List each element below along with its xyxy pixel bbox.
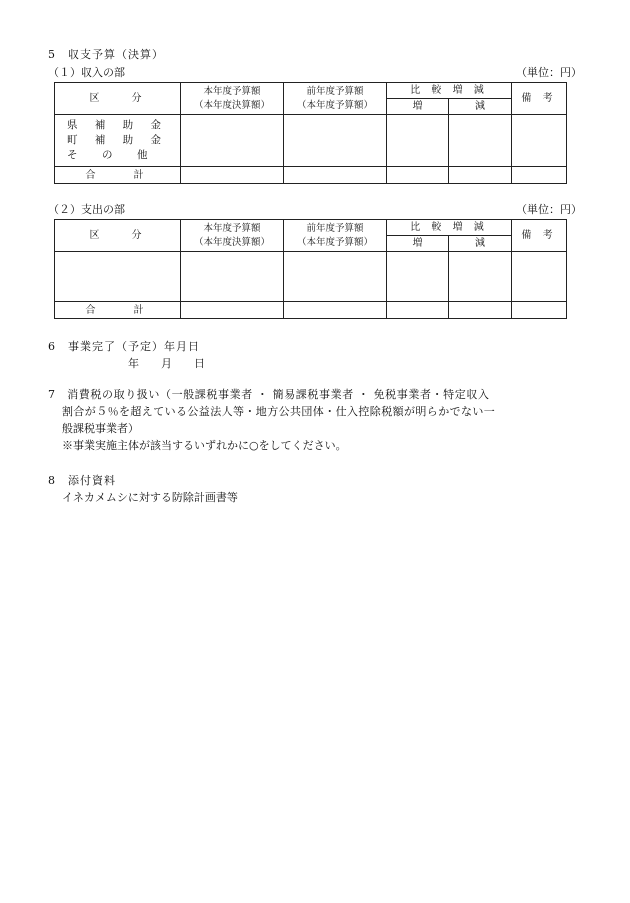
income-total-current[interactable] xyxy=(181,167,284,184)
expense-unit: （単位：円） xyxy=(516,203,582,216)
section-8-title: 8 添付資料 xyxy=(48,474,116,487)
income-header-current xyxy=(181,83,284,115)
income-total-label: 合 計 xyxy=(55,167,181,184)
expense-header-previous-line1: 前年度予算額 xyxy=(306,222,364,234)
expense-increase-cell[interactable] xyxy=(387,252,449,302)
expense-current-cell[interactable] xyxy=(181,252,284,302)
income-current-cell[interactable] xyxy=(181,115,284,167)
income-item-other: そ の 他 xyxy=(67,149,155,161)
income-header-previous xyxy=(284,83,387,115)
income-header-previous-line2: （本年度予算額） xyxy=(296,99,373,111)
income-header-current-line2: （本年度決算額） xyxy=(193,99,270,111)
expense-header-current-line1: 本年度予算額 xyxy=(203,222,261,234)
income-header-category: 区 分 xyxy=(55,83,181,115)
section-7-title: 7 消費税の取り扱い（一般課税事業者 ・ 簡易課税事業者 ・ 免税事業者・特定収入 xyxy=(48,388,490,401)
expense-total-decrease[interactable] xyxy=(449,302,512,319)
income-header-decrease: 減 xyxy=(449,99,512,115)
expense-header-decrease: 減 xyxy=(449,236,512,252)
income-remarks-cell[interactable] xyxy=(512,115,567,167)
income-total-remarks[interactable] xyxy=(512,167,567,184)
expense-header-current-line2: （本年度決算額） xyxy=(193,236,270,248)
expense-header-current xyxy=(181,220,284,252)
expense-items-cell[interactable] xyxy=(55,252,181,302)
expense-title: （２）支出の部 xyxy=(48,203,125,216)
expense-header-previous-line2: （本年度予算額） xyxy=(296,236,373,248)
expense-table xyxy=(54,219,567,319)
income-total-increase[interactable] xyxy=(387,167,449,184)
income-total-previous[interactable] xyxy=(284,167,387,184)
income-header-increase: 増 xyxy=(387,99,449,115)
income-title: （１）収入の部 xyxy=(48,66,125,79)
attachments: イネカメムシに対する防除計画書等 xyxy=(62,491,238,504)
income-header-remarks: 備 考 xyxy=(512,83,567,115)
section-7-note: ※事業実施主体が該当するいずれかに○をしてください。 xyxy=(62,439,347,452)
income-increase-cell[interactable] xyxy=(387,115,449,167)
income-total-decrease[interactable] xyxy=(449,167,512,184)
income-header-current-line1: 本年度予算額 xyxy=(203,85,261,97)
expense-total-previous[interactable] xyxy=(284,302,387,319)
income-header-previous-line1: 前年度予算額 xyxy=(306,85,364,97)
expense-header-previous xyxy=(284,220,387,252)
expense-header-increase: 増 xyxy=(387,236,449,252)
completion-date: 年 月 日 xyxy=(128,357,205,370)
expense-decrease-cell[interactable] xyxy=(449,252,512,302)
section-7-line2: 割合が５％を超えている公益法人等・地方公共団体・仕入控除税額が明らかでない一 xyxy=(62,405,496,418)
section-5-title: 5 収支予算（決算） xyxy=(48,48,164,61)
expense-header-compare: 比 較 増 減 xyxy=(387,220,512,236)
income-items-cell xyxy=(55,115,181,167)
section-7-line3: 般課税事業者） xyxy=(62,422,139,435)
expense-header-remarks: 備 考 xyxy=(512,220,567,252)
income-header-compare: 比 較 増 減 xyxy=(387,83,512,99)
income-item-town-subsidy: 町 補 助 金 xyxy=(67,134,169,146)
income-previous-cell[interactable] xyxy=(284,115,387,167)
expense-total-increase[interactable] xyxy=(387,302,449,319)
expense-total-current[interactable] xyxy=(181,302,284,319)
income-decrease-cell[interactable] xyxy=(449,115,512,167)
expense-header-category: 区 分 xyxy=(55,220,181,252)
expense-total-remarks[interactable] xyxy=(512,302,567,319)
expense-total-label: 合 計 xyxy=(55,302,181,319)
income-unit: （単位：円） xyxy=(516,66,582,79)
expense-previous-cell[interactable] xyxy=(284,252,387,302)
expense-remarks-cell[interactable] xyxy=(512,252,567,302)
section-6-title: 6 事業完了（予定）年月日 xyxy=(48,340,200,353)
income-item-prefecture-subsidy: 県 補 助 金 xyxy=(67,119,169,131)
income-table xyxy=(54,82,567,184)
